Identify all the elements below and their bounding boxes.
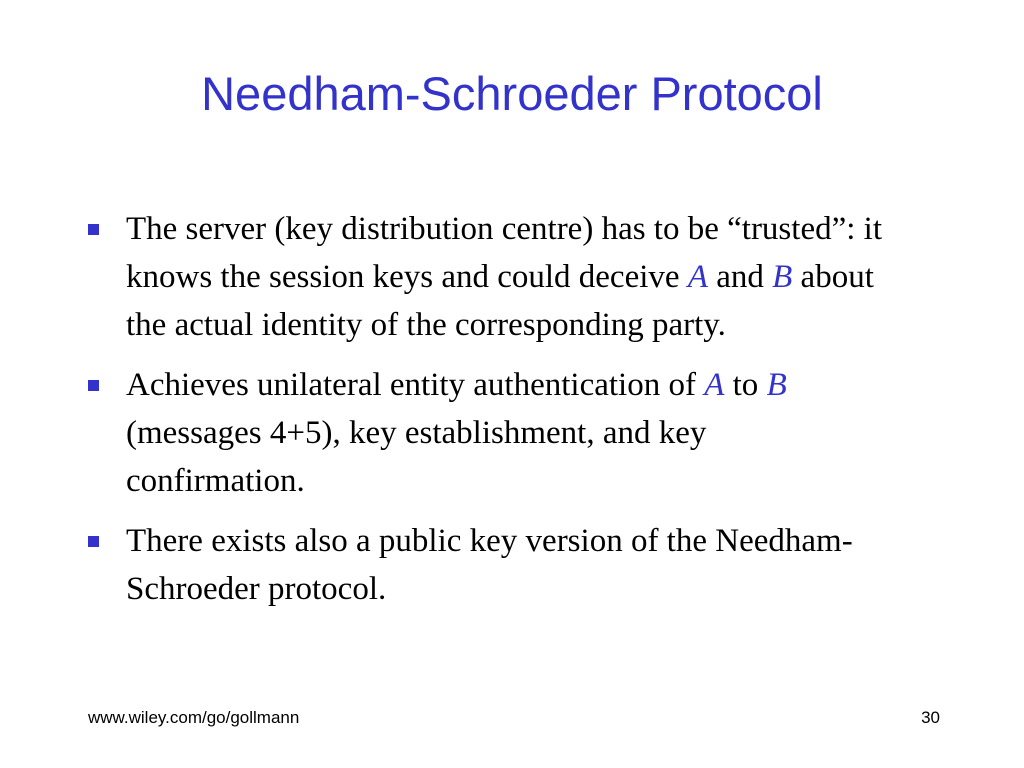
bullet-item — [88, 517, 888, 613]
bullet-text-segment: (messages 4+5), key establishment, and key confirmation. — [126, 415, 707, 499]
variable-a: A — [687, 259, 708, 295]
square-bullet-icon — [88, 224, 99, 235]
bullet-text-segment: about the actual identity of the corresponding party. — [126, 259, 874, 343]
bullet-text-segment: The server (key distribution centre) has to be “trusted”: it knows the session keys and could deceive — [126, 211, 882, 295]
variable-b: B — [772, 259, 793, 295]
bullet-text-segment: and — [707, 259, 773, 295]
bullet-list — [88, 205, 888, 625]
bullet-text-segment: to — [724, 367, 767, 403]
slide-title: Needham-Schroeder Protocol — [201, 67, 823, 120]
square-bullet-icon — [88, 380, 99, 391]
variable-b: B — [766, 367, 787, 403]
bullet-text-segment: There exists also a public key version of the Needham-Schroeder protocol. — [126, 523, 853, 607]
variable-a: A — [704, 367, 725, 403]
page-number: 30 — [921, 708, 940, 727]
footer-url: www.wiley.com/go/gollmann — [88, 708, 300, 727]
bullet-item — [88, 205, 888, 349]
square-bullet-icon — [88, 536, 99, 547]
bullet-item — [88, 361, 888, 505]
bullet-text-segment: Achieves unilateral entity authentication of — [126, 367, 705, 403]
